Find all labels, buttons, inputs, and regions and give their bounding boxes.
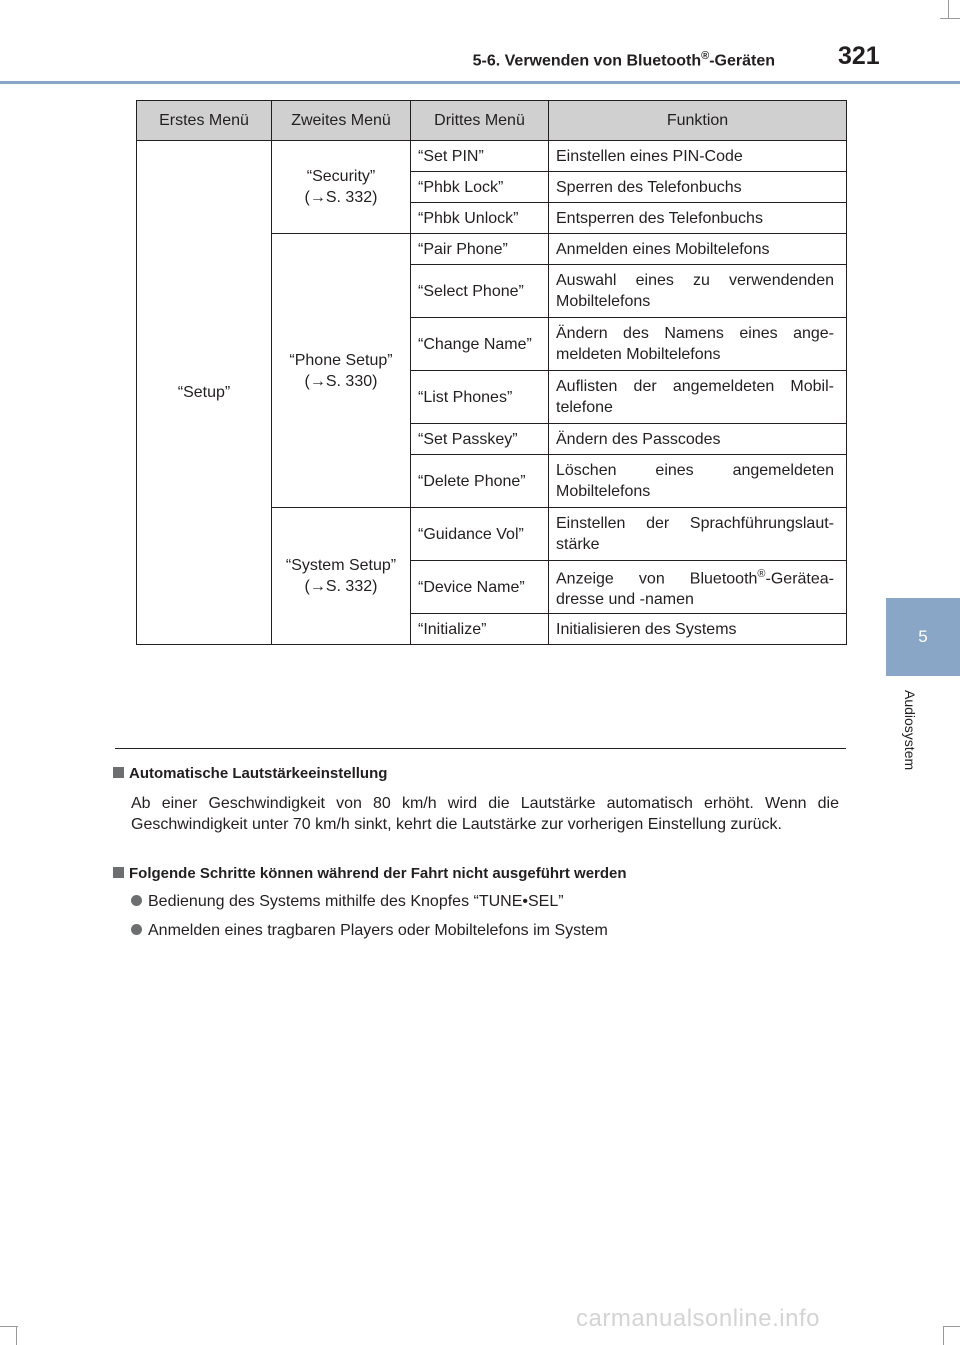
crop-mark [0,1326,18,1327]
third-menu-cell: “Change Name” [411,318,549,371]
second-menu-name: “System Setup” [285,557,397,575]
column-header: Drittes Menü [411,101,549,141]
function-cell: Löschen eines angemeldeten Mobiltelefons [549,455,847,508]
third-menu-cell: “List Phones” [411,371,549,424]
first-menu-cell: “Setup” [137,141,272,645]
page-reference: (→S. 330) [304,372,378,390]
list-item: Anmelden eines tragbaren Players oder Mobiltelefons im System [131,922,608,940]
second-menu-cell [272,141,411,234]
page-reference: (→S. 332) [304,189,378,206]
chapter-number: 5 [918,627,928,646]
chapter-label: Audiosystem [902,690,918,771]
third-menu-cell: “Device Name” [411,561,549,614]
third-menu-cell: “Set PIN” [411,141,549,172]
third-menu-cell: “Pair Phone” [411,234,549,265]
function-cell: Auswahl eines zu verwendenden Mobiltelefons [549,265,847,318]
chapter-title: 5-6. Verwenden von Bluetooth®-Geräten [472,50,775,70]
third-menu-cell: “Select Phone” [411,265,549,318]
function-cell: Auflisten der angemeldeten Mobil-telefone [549,371,847,424]
round-bullet-icon [131,924,142,935]
crop-mark [16,1326,17,1345]
column-header: Erstes Menü [137,101,272,141]
function-cell: Initialisieren des Systems [549,614,847,645]
function-cell: Anzeige von Bluetooth®-Gerätea-dresse und -namen [549,561,847,614]
function-cell: Entsperren des Telefonbuchs [549,203,847,234]
third-menu-cell: “Phbk Unlock” [411,203,549,234]
function-cell: Ändern des Passcodes [549,424,847,455]
watermark: carmanualsonline.info [576,1305,820,1332]
third-menu-cell: “Guidance Vol” [411,508,549,561]
crop-mark [943,1326,944,1345]
second-menu-cell [272,234,411,508]
function-cell: Sperren des Telefonbuchs [549,172,847,203]
crop-mark [943,1326,960,1327]
square-bullet-icon [113,867,124,878]
function-cell: Ändern des Namens eines ange-meldeten Mobiltelefons [549,318,847,371]
third-menu-cell: “Delete Phone” [411,455,549,508]
header-rule [0,81,960,84]
square-bullet-icon [113,767,124,778]
column-header: Funktion [549,101,847,141]
column-header: Zweites Menü [272,101,411,141]
menu-table [136,100,847,645]
crop-mark [940,18,960,19]
section-text: Ab einer Geschwindigkeit von 80 km/h wird die Lautstärke automatisch erhöht. Wenn die Geschwindigkeit unter 70 km/h sinkt, kehrt die Lautstärke zur vorherigen Einstellung zurück. [131,795,839,833]
page-reference: (→S. 332) [304,578,378,596]
list-item: Bedienung des Systems mithilfe des Knopfes “TUNE•SEL” [131,893,564,911]
second-menu-cell [272,508,411,645]
section-heading: Folgende Schritte können während der Fahrt nicht ausgeführt werden [113,865,627,882]
function-cell: Anmelden eines Mobiltelefons [549,234,847,265]
chapter-tab[interactable] [886,598,960,676]
second-menu-name: “Security” [306,168,376,185]
section-heading: Automatische Lautstärkeeinstellung [113,765,387,782]
page-number: 321 [838,42,880,70]
second-menu-name: “Phone Setup” [289,351,393,369]
third-menu-cell: “Initialize” [411,614,549,645]
function-cell: Einstellen eines PIN-Code [549,141,847,172]
third-menu-cell: “Set Passkey” [411,424,549,455]
section-divider [115,748,846,749]
table-row [137,141,847,172]
function-cell: Einstellen der Sprachführungslaut-stärke [549,508,847,561]
crop-mark [948,0,949,18]
third-menu-cell: “Phbk Lock” [411,172,549,203]
round-bullet-icon [131,895,142,906]
table-header-row [137,101,847,141]
